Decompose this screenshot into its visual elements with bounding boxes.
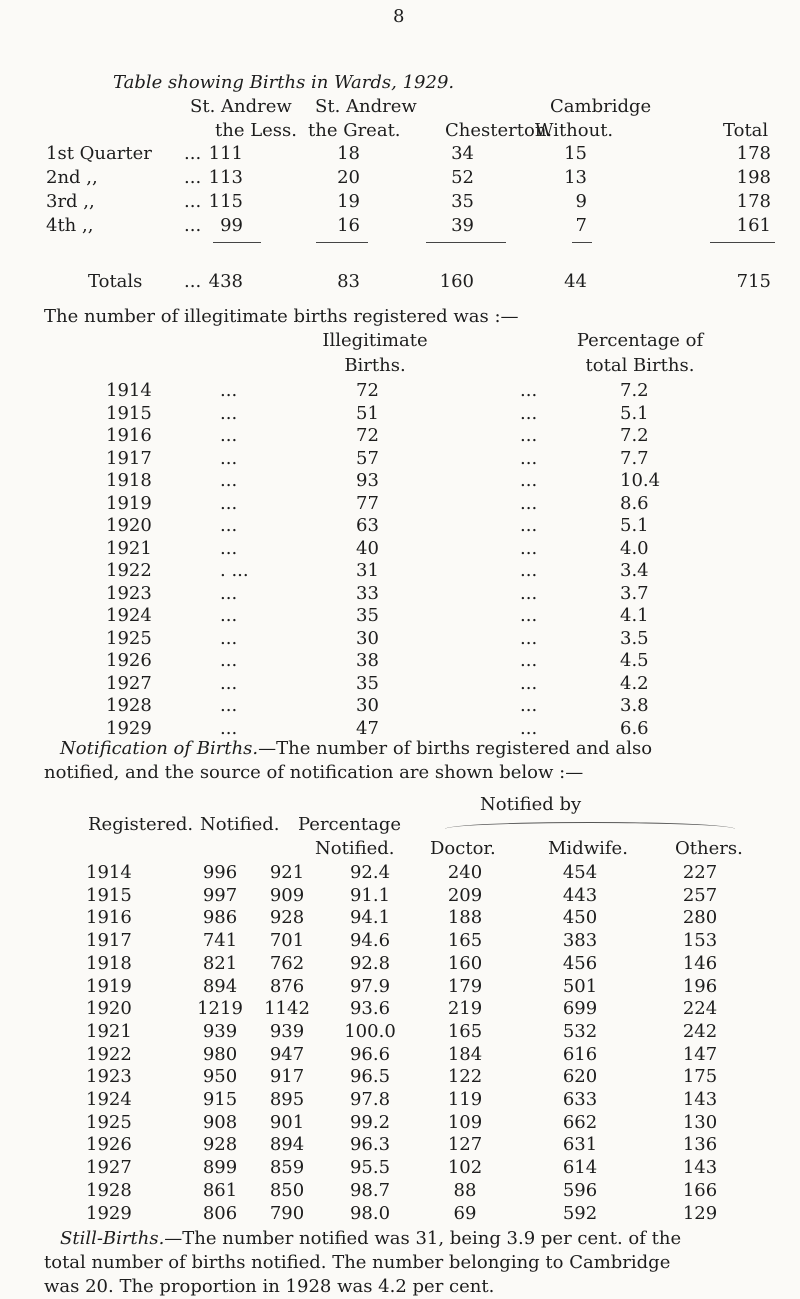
notification-reg: 986 bbox=[202, 907, 238, 929]
illegitimate-year: 1917 bbox=[106, 447, 152, 469]
notification-others: 130 bbox=[682, 1111, 718, 1133]
illegitimate-births: 30 bbox=[356, 695, 379, 716]
still-births-heading: Still-Births. bbox=[60, 1228, 165, 1249]
wards-header-top-1: St. Andrew bbox=[315, 96, 417, 117]
illegitimate-year: 1915 bbox=[106, 402, 152, 424]
notification-doctor: 122 bbox=[447, 1066, 483, 1088]
illegitimate-dots: ... bbox=[520, 650, 538, 671]
wards-total-cell: 160 bbox=[439, 271, 474, 292]
header-registered: Registered. bbox=[88, 814, 194, 835]
wards-cell: 16 bbox=[337, 215, 360, 236]
wards-header-top-0: St. Andrew bbox=[190, 96, 292, 117]
notification-reg: 939 bbox=[202, 1020, 238, 1042]
notification-reg: 1219 bbox=[197, 998, 243, 1020]
notification-pct: 97.9 bbox=[349, 975, 391, 997]
wards-totals-label: Totals bbox=[88, 271, 143, 292]
notification-reg: 741 bbox=[202, 930, 238, 952]
notification-midwife: 501 bbox=[562, 975, 598, 997]
notification-pct: 94.1 bbox=[349, 907, 391, 929]
notification-others: 147 bbox=[682, 1043, 718, 1065]
total-rule bbox=[213, 242, 261, 243]
notification-year: 1927 bbox=[86, 1157, 132, 1179]
notification-midwife: 662 bbox=[562, 1111, 598, 1133]
illegitimate-dots: ... bbox=[520, 447, 538, 469]
notification-notified: 939 bbox=[269, 1020, 305, 1042]
notification-others: 257 bbox=[682, 884, 718, 906]
wards-cell: 39 bbox=[451, 215, 474, 236]
illegitimate-births: 33 bbox=[356, 582, 379, 604]
illegitimate-dots: ... bbox=[520, 492, 538, 514]
notification-notified: 917 bbox=[269, 1066, 305, 1088]
notification-notified: 909 bbox=[269, 884, 305, 906]
notification-pct: 91.1 bbox=[349, 884, 391, 906]
notification-year: 1918 bbox=[86, 952, 132, 974]
illegitimate-year: 1920 bbox=[106, 515, 152, 536]
illegitimate-year: 1922 bbox=[106, 560, 152, 581]
notification-reg: 915 bbox=[202, 1089, 238, 1110]
notification-doctor: 165 bbox=[447, 1020, 483, 1042]
notification-midwife: 699 bbox=[562, 998, 598, 1020]
illegitimate-year: 1925 bbox=[106, 627, 152, 649]
illegitimate-year: 1914 bbox=[106, 380, 152, 401]
notification-year: 1920 bbox=[86, 998, 132, 1020]
wards-total-cell: 83 bbox=[337, 271, 360, 292]
notification-midwife: 596 bbox=[562, 1179, 598, 1201]
illegitimate-births: 72 bbox=[356, 425, 379, 446]
illegitimate-col2-header-2: total Births. bbox=[585, 355, 695, 376]
notification-others: 143 bbox=[682, 1157, 718, 1179]
wards-header-3: Without. bbox=[535, 120, 614, 141]
illegitimate-pct: 7.2 bbox=[620, 425, 649, 446]
notification-pct: 93.6 bbox=[349, 998, 391, 1020]
notification-doctor: 165 bbox=[447, 930, 483, 952]
notification-midwife: 383 bbox=[562, 930, 598, 952]
page-number: 8 bbox=[393, 6, 405, 27]
notification-year: 1926 bbox=[86, 1134, 132, 1156]
wards-cell: 99 bbox=[220, 215, 243, 236]
header-midwife: Midwife. bbox=[548, 838, 628, 859]
notification-doctor: 127 bbox=[447, 1134, 483, 1156]
notification-midwife: 614 bbox=[562, 1157, 598, 1179]
illegitimate-dots: ... bbox=[220, 717, 238, 739]
illegitimate-dots: ... bbox=[220, 425, 238, 446]
wards-cell: 52 bbox=[451, 167, 474, 188]
illegitimate-year: 1921 bbox=[106, 537, 152, 559]
illegitimate-dots: ... bbox=[220, 515, 238, 536]
wards-row-label: 4th ,, bbox=[46, 215, 94, 236]
notification-pct: 92.4 bbox=[349, 862, 391, 883]
notification-notified: 876 bbox=[269, 975, 305, 997]
wards-cell: 9 bbox=[575, 191, 587, 212]
notification-midwife: 443 bbox=[562, 884, 598, 906]
illegitimate-pct: 5.1 bbox=[620, 515, 649, 536]
illegitimate-dots: ... bbox=[520, 582, 538, 604]
notification-doctor: 209 bbox=[447, 884, 483, 906]
notification-year: 1929 bbox=[86, 1202, 132, 1224]
illegitimate-births: 51 bbox=[356, 402, 379, 424]
notification-others: 280 bbox=[682, 907, 718, 929]
notification-paragraph bbox=[60, 738, 652, 759]
notification-year: 1923 bbox=[86, 1066, 132, 1088]
wards-cell: 34 bbox=[451, 143, 474, 164]
notification-others: 129 bbox=[682, 1202, 718, 1224]
notification-doctor: 219 bbox=[447, 998, 483, 1020]
wards-row-dots: ... bbox=[184, 143, 202, 164]
notification-notified: 895 bbox=[269, 1089, 305, 1110]
wards-cell: 35 bbox=[451, 191, 474, 212]
notification-reg: 806 bbox=[202, 1202, 238, 1224]
illegitimate-dots: ... bbox=[220, 582, 238, 604]
illegitimate-births: 63 bbox=[356, 515, 379, 536]
illegitimate-dots: ... bbox=[520, 402, 538, 424]
illegitimate-pct: 7.7 bbox=[620, 447, 649, 469]
illegitimate-year: 1927 bbox=[106, 672, 152, 694]
notification-others: 224 bbox=[682, 998, 718, 1020]
notification-reg: 996 bbox=[202, 862, 238, 883]
wards-cell: 19 bbox=[337, 191, 360, 212]
wards-cell: 115 bbox=[208, 191, 243, 212]
notification-year: 1921 bbox=[86, 1020, 132, 1042]
notification-reg: 997 bbox=[202, 884, 238, 906]
illegitimate-dots: ... bbox=[520, 515, 538, 536]
notified-by-brace bbox=[445, 822, 735, 829]
notification-pct: 98.7 bbox=[349, 1179, 391, 1201]
wards-row-label: 3rd ,, bbox=[46, 191, 95, 212]
illegitimate-dots: ... bbox=[520, 672, 538, 694]
illegitimate-dots: . ... bbox=[220, 560, 249, 581]
illegitimate-dots: ... bbox=[520, 695, 538, 716]
notification-year: 1917 bbox=[86, 930, 132, 952]
illegitimate-dots: ... bbox=[220, 380, 238, 401]
notified-by-label: Notified by bbox=[480, 794, 582, 815]
notification-doctor: 179 bbox=[447, 975, 483, 997]
notification-notified: 859 bbox=[269, 1157, 305, 1179]
notification-year: 1919 bbox=[86, 975, 132, 997]
notification-notified: 894 bbox=[269, 1134, 305, 1156]
notification-reg: 894 bbox=[202, 975, 238, 997]
total-rule bbox=[316, 242, 368, 243]
notification-reg: 908 bbox=[202, 1111, 238, 1133]
illegitimate-pct: 4.5 bbox=[620, 650, 649, 671]
wards-total-cell: 44 bbox=[564, 271, 587, 292]
notification-text-2: notified, and the source of notification are shown below :— bbox=[44, 762, 584, 783]
notification-notified: 921 bbox=[269, 862, 305, 883]
notification-year: 1914 bbox=[86, 862, 132, 883]
notification-heading: Notification of Births. bbox=[60, 738, 259, 759]
illegitimate-pct: 3.8 bbox=[620, 695, 649, 716]
illegitimate-pct: 3.5 bbox=[620, 627, 649, 649]
illegitimate-pct: 10.4 bbox=[620, 470, 661, 491]
illegitimate-year: 1926 bbox=[106, 650, 152, 671]
illegitimate-col1-header-2: Births. bbox=[344, 355, 406, 376]
illegitimate-births: 57 bbox=[356, 447, 379, 469]
notification-year: 1928 bbox=[86, 1179, 132, 1201]
notification-notified: 790 bbox=[269, 1202, 305, 1224]
notification-doctor: 102 bbox=[447, 1157, 483, 1179]
illegitimate-pct: 4.0 bbox=[620, 537, 649, 559]
notification-others: 175 bbox=[682, 1066, 718, 1088]
wards-cell: 198 bbox=[736, 167, 771, 188]
illegitimate-births: 77 bbox=[356, 492, 379, 514]
still-births-text-1: —The number notified was 31, being 3.9 per cent. of the bbox=[164, 1228, 682, 1249]
notification-notified: 850 bbox=[269, 1179, 305, 1201]
illegitimate-col1-header-1: Illegitimate bbox=[322, 330, 428, 351]
illegitimate-pct: 6.6 bbox=[620, 717, 649, 739]
illegitimate-dots: ... bbox=[220, 470, 238, 491]
wards-row-label: 2nd ,, bbox=[46, 167, 98, 188]
illegitimate-pct: 3.7 bbox=[620, 582, 649, 604]
notification-doctor: 119 bbox=[447, 1089, 483, 1110]
illegitimate-pct: 4.1 bbox=[620, 605, 649, 626]
illegitimate-year: 1916 bbox=[106, 425, 152, 446]
total-rule bbox=[710, 242, 775, 243]
wards-header-0: the Less. bbox=[215, 120, 298, 141]
header-notified: Notified. bbox=[200, 814, 280, 835]
notification-others: 136 bbox=[682, 1134, 718, 1156]
header-others: Others. bbox=[675, 838, 743, 859]
notification-reg: 821 bbox=[202, 952, 238, 974]
wards-total-cell: 438 bbox=[208, 271, 243, 292]
wards-cell: 7 bbox=[575, 215, 587, 236]
wards-total-cell: 715 bbox=[736, 271, 771, 292]
illegitimate-births: 93 bbox=[356, 470, 379, 491]
illegitimate-births: 47 bbox=[356, 717, 379, 739]
illegitimate-dots: ... bbox=[220, 605, 238, 626]
illegitimate-dots: ... bbox=[220, 695, 238, 716]
notification-pct: 95.5 bbox=[349, 1157, 391, 1179]
notification-reg: 899 bbox=[202, 1157, 238, 1179]
wards-row-label: 1st Quarter bbox=[46, 143, 152, 164]
wards-row-dots: ... bbox=[184, 215, 202, 236]
notification-pct: 100.0 bbox=[344, 1020, 396, 1042]
illegitimate-births: 35 bbox=[356, 605, 379, 626]
illegitimate-dots: ... bbox=[520, 380, 538, 401]
notification-year: 1922 bbox=[86, 1043, 132, 1065]
notification-midwife: 616 bbox=[562, 1043, 598, 1065]
illegitimate-dots: ... bbox=[520, 537, 538, 559]
notification-pct: 92.8 bbox=[349, 952, 391, 974]
notification-pct: 97.8 bbox=[349, 1089, 391, 1110]
notification-others: 153 bbox=[682, 930, 718, 952]
illegitimate-dots: ... bbox=[220, 447, 238, 469]
still-births-text-2: total number of births notified. The number belonging to Cambridge bbox=[44, 1252, 671, 1273]
illegitimate-dots: ... bbox=[220, 492, 238, 514]
illegitimate-dots: ... bbox=[520, 627, 538, 649]
total-rule bbox=[426, 242, 506, 243]
illegitimate-births: 72 bbox=[356, 380, 379, 401]
notification-reg: 928 bbox=[202, 1134, 238, 1156]
wards-header-top-3: Cambridge bbox=[550, 96, 652, 117]
illegitimate-intro: The number of illegitimate births registered was :— bbox=[44, 306, 519, 327]
header-doctor: Doctor. bbox=[430, 838, 496, 859]
illegitimate-pct: 5.1 bbox=[620, 402, 649, 424]
header-percentage: Percentage bbox=[298, 814, 402, 835]
notification-others: 196 bbox=[682, 975, 718, 997]
illegitimate-births: 38 bbox=[356, 650, 379, 671]
notification-year: 1924 bbox=[86, 1089, 132, 1110]
notification-midwife: 454 bbox=[562, 862, 598, 883]
notification-pct: 98.0 bbox=[349, 1202, 391, 1224]
notification-notified: 701 bbox=[269, 930, 305, 952]
notification-doctor: 109 bbox=[447, 1111, 483, 1133]
illegitimate-dots: ... bbox=[220, 672, 238, 694]
illegitimate-dots: ... bbox=[220, 627, 238, 649]
notification-doctor: 184 bbox=[447, 1043, 483, 1065]
notification-pct: 96.5 bbox=[349, 1066, 391, 1088]
still-births-text-3: was 20. The proportion in 1928 was 4.2 per cent. bbox=[44, 1276, 495, 1297]
notification-pct: 96.6 bbox=[349, 1043, 391, 1065]
notification-others: 166 bbox=[682, 1179, 718, 1201]
wards-cell: 111 bbox=[208, 143, 243, 164]
illegitimate-dots: ... bbox=[520, 470, 538, 491]
total-rule bbox=[572, 242, 592, 243]
notification-others: 227 bbox=[682, 862, 718, 883]
wards-cell: 20 bbox=[337, 167, 360, 188]
notification-midwife: 633 bbox=[562, 1089, 598, 1110]
wards-cell: 13 bbox=[564, 167, 587, 188]
illegitimate-births: 30 bbox=[356, 627, 379, 649]
illegitimate-pct: 3.4 bbox=[620, 560, 649, 581]
illegitimate-pct: 7.2 bbox=[620, 380, 649, 401]
illegitimate-year: 1929 bbox=[106, 717, 152, 739]
wards-header-1: the Great. bbox=[308, 120, 401, 141]
notification-reg: 950 bbox=[202, 1066, 238, 1088]
wards-title: Table showing Births in Wards, 1929. bbox=[113, 72, 455, 93]
illegitimate-births: 40 bbox=[356, 537, 379, 559]
notification-year: 1916 bbox=[86, 907, 132, 929]
illegitimate-births: 35 bbox=[356, 672, 379, 694]
wards-cell: 161 bbox=[736, 215, 771, 236]
notification-others: 242 bbox=[682, 1020, 718, 1042]
illegitimate-pct: 4.2 bbox=[620, 672, 649, 694]
illegitimate-births: 31 bbox=[356, 560, 379, 581]
notification-doctor: 160 bbox=[447, 952, 483, 974]
still-births-paragraph bbox=[60, 1228, 681, 1249]
notification-midwife: 592 bbox=[562, 1202, 598, 1224]
wards-header-2: Chesterton. bbox=[445, 120, 553, 141]
notification-pct: 99.2 bbox=[349, 1111, 391, 1133]
notification-midwife: 620 bbox=[562, 1066, 598, 1088]
illegitimate-dots: ... bbox=[220, 402, 238, 424]
illegitimate-dots: ... bbox=[220, 650, 238, 671]
illegitimate-pct: 8.6 bbox=[620, 492, 649, 514]
illegitimate-year: 1919 bbox=[106, 492, 152, 514]
notification-reg: 861 bbox=[202, 1179, 238, 1201]
notification-midwife: 631 bbox=[562, 1134, 598, 1156]
notification-notified: 1142 bbox=[264, 998, 310, 1020]
notification-text-1: —The number of births registered and also bbox=[258, 738, 653, 759]
illegitimate-dots: ... bbox=[520, 560, 538, 581]
notification-midwife: 456 bbox=[562, 952, 598, 974]
notification-year: 1925 bbox=[86, 1111, 132, 1133]
notification-others: 143 bbox=[682, 1089, 718, 1110]
notification-others: 146 bbox=[682, 952, 718, 974]
notification-doctor: 240 bbox=[447, 862, 483, 883]
notification-reg: 980 bbox=[202, 1043, 238, 1065]
illegitimate-dots: ... bbox=[220, 537, 238, 559]
notification-midwife: 532 bbox=[562, 1020, 598, 1042]
illegitimate-year: 1923 bbox=[106, 582, 152, 604]
wards-cell: 18 bbox=[337, 143, 360, 164]
notification-doctor: 88 bbox=[453, 1179, 477, 1201]
wards-cell: 178 bbox=[736, 143, 771, 164]
wards-cell: 113 bbox=[208, 167, 243, 188]
wards-totals-dots: ... bbox=[184, 271, 202, 292]
wards-row-dots: ... bbox=[184, 191, 202, 212]
wards-header-4: Total bbox=[723, 120, 769, 141]
header-percentage-notified: Notified. bbox=[315, 838, 395, 859]
illegitimate-year: 1928 bbox=[106, 695, 152, 716]
notification-notified: 901 bbox=[269, 1111, 305, 1133]
notification-notified: 947 bbox=[269, 1043, 305, 1065]
notification-midwife: 450 bbox=[562, 907, 598, 929]
wards-cell: 178 bbox=[736, 191, 771, 212]
notification-notified: 762 bbox=[269, 952, 305, 974]
illegitimate-dots: ... bbox=[520, 425, 538, 446]
illegitimate-col2-header-1: Percentage of bbox=[576, 330, 704, 351]
notification-pct: 94.6 bbox=[349, 930, 391, 952]
illegitimate-dots: ... bbox=[520, 605, 538, 626]
notification-year: 1915 bbox=[86, 884, 132, 906]
illegitimate-year: 1918 bbox=[106, 470, 152, 491]
wards-cell: 15 bbox=[564, 143, 587, 164]
notification-doctor: 188 bbox=[447, 907, 483, 929]
illegitimate-dots: ... bbox=[520, 717, 538, 739]
illegitimate-year: 1924 bbox=[106, 605, 152, 626]
notification-pct: 96.3 bbox=[349, 1134, 391, 1156]
notification-doctor: 69 bbox=[453, 1202, 477, 1224]
wards-row-dots: ... bbox=[184, 167, 202, 188]
notification-notified: 928 bbox=[269, 907, 305, 929]
